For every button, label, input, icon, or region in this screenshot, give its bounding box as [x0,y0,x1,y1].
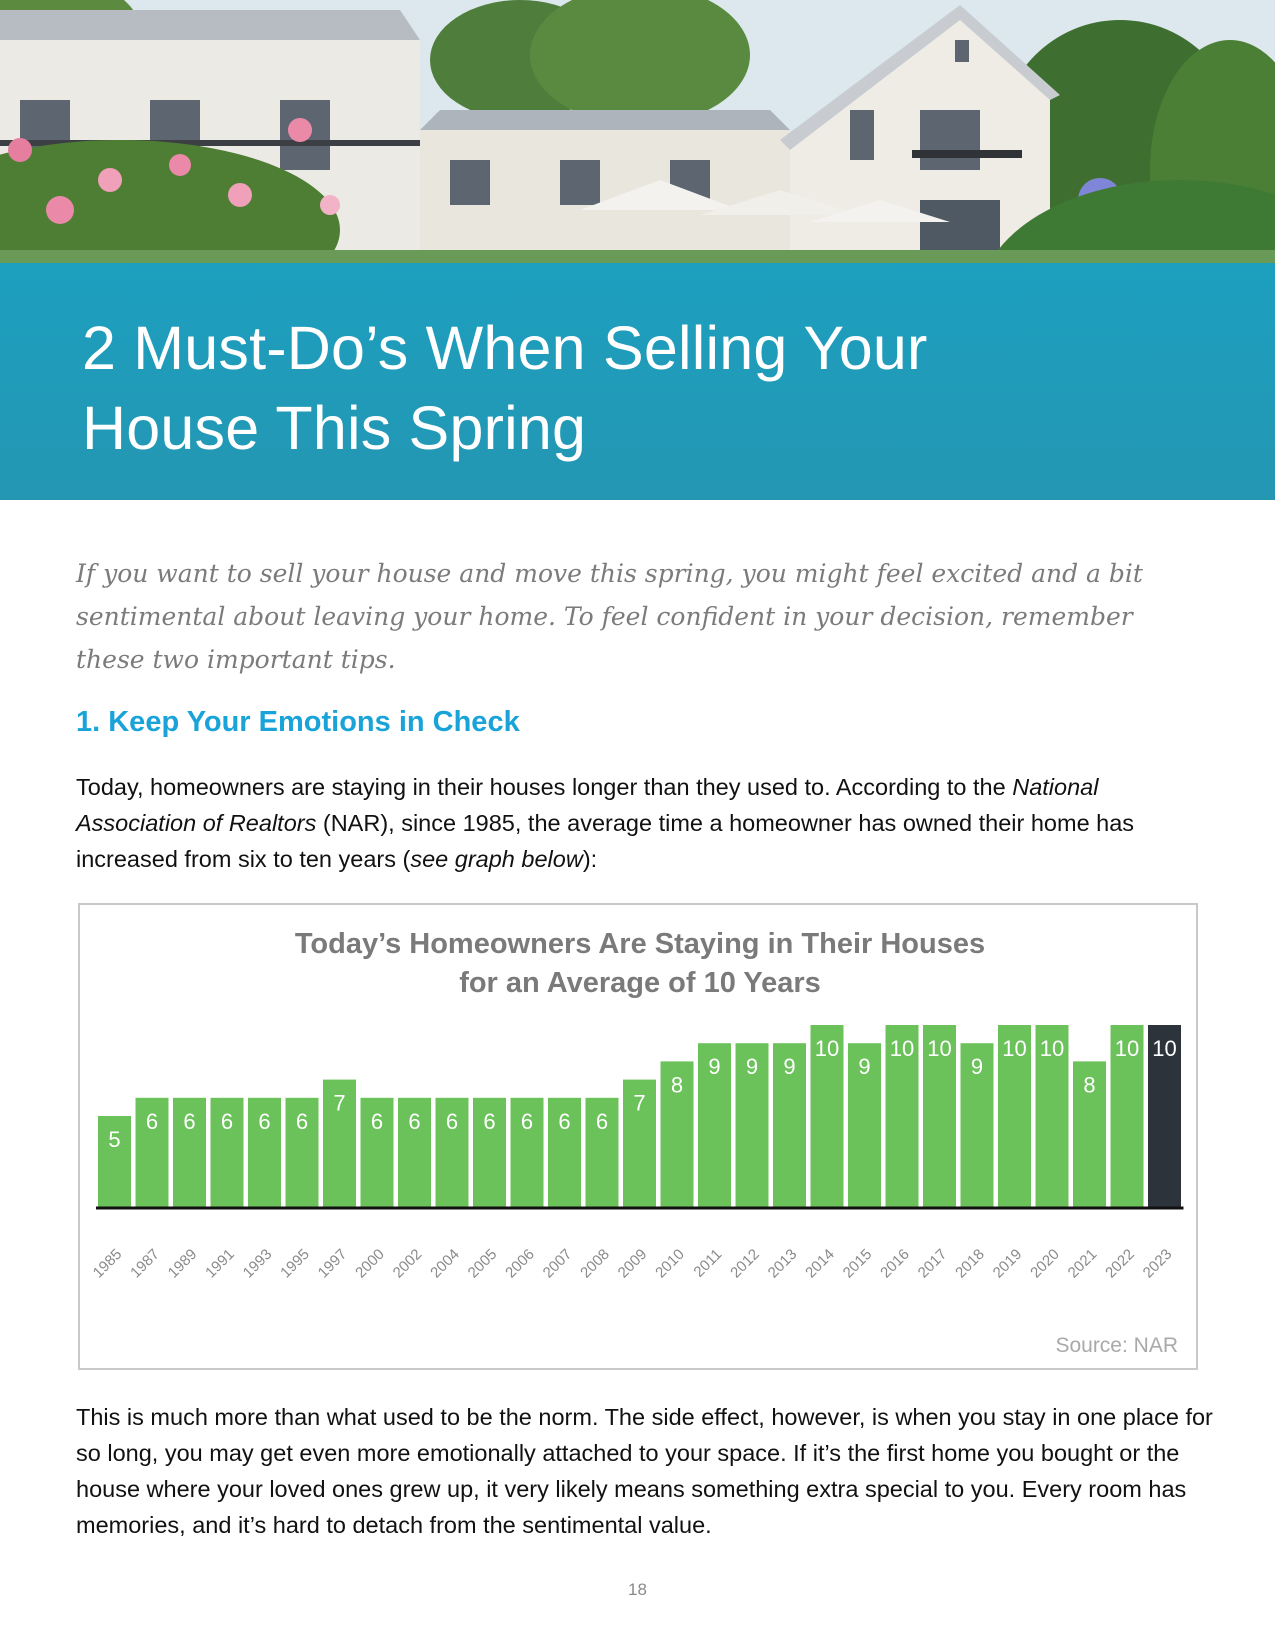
bar-value-label: 10 [1114,1036,1140,1061]
chart-source: Source: NAR [1055,1334,1178,1357]
p1-text-b: (NAR), since 1985, the average time a homeowner has owned their home has increased from six to ten years ( [76,810,1135,872]
p1-text-c: ): [582,846,598,872]
x-tick-label: 2006 [502,1245,538,1282]
page-title [82,308,1182,468]
x-tick-label: 2011 [690,1245,726,1281]
body-paragraph-2: This is much more than what used to be the norm. The side effect, however, is when you stay in one place for so long, you may get even more emotionally attached to your space. If it’s the first home you bought or the house where your loved ones grew up, it very likely means something extra special to you. Every room has memories, and it’s hard to detach from the sentimental value. [76,1404,1213,1538]
x-tick-label: 2023 [1139,1245,1176,1282]
x-tick-label: 2007 [539,1245,576,1282]
x-tick-label: 2009 [614,1245,651,1282]
bar-value-label: 6 [220,1108,234,1134]
bar-value-label: 10 [1152,1036,1177,1061]
x-tick-label: 2002 [389,1245,426,1282]
bar-value-label: 6 [408,1108,421,1134]
x-tick-label: 1991 [202,1245,238,1282]
bar-value-label: 6 [595,1108,609,1134]
bar-value-label: 6 [145,1108,159,1134]
x-tick-label: 1985 [89,1245,126,1282]
bar-value-label: 5 [108,1127,121,1152]
bar-value-label: 6 [483,1108,496,1134]
tenure-chart [78,903,1198,1370]
bar-value-label: 10 [814,1036,840,1061]
bar-value-label: 7 [633,1090,646,1116]
chart-title-line-2: for an Average of 10 Years [459,967,821,999]
body-paragraph-1 [76,769,1221,877]
x-tick-label: 2014 [802,1245,838,1282]
x-tick-label: 2012 [727,1245,763,1282]
bar-value-label: 10 [1002,1036,1027,1061]
x-tick-label: 2020 [1027,1245,1063,1282]
x-tick-label: 2000 [352,1245,388,1282]
x-tick-label: 2021 [1064,1245,1101,1282]
x-tick-label: 2004 [427,1245,463,1282]
bar-value-label: 6 [558,1108,571,1134]
bar-value-label: 7 [333,1090,346,1116]
bar-value-label: 6 [445,1108,459,1134]
x-tick-label: 1987 [127,1245,163,1282]
bar-chart-svg [80,905,1196,1368]
bar-value-label: 9 [858,1054,871,1080]
section-heading: 1. Keep Your Emotions in Check [76,706,520,738]
page-title-line-2: House This Spring [82,394,587,462]
bar-value-label: 9 [970,1054,984,1080]
bar-value-label: 6 [295,1108,309,1134]
x-tick-label: 2005 [464,1245,501,1282]
bar-value-label: 6 [520,1108,534,1134]
p1-emphasis-graph: see graph below [410,846,583,872]
x-tick-label: 2013 [764,1245,801,1282]
x-tick-label: 2022 [1102,1245,1138,1282]
bar-value-label: 8 [670,1072,684,1098]
hero-banner [0,0,1275,500]
bar-value-label: 9 [745,1054,759,1080]
x-tick-label: 1989 [164,1245,201,1282]
bar-value-label: 9 [783,1054,796,1080]
intro-paragraph: If you want to sell your house and move this spring, you might feel excited and a bit sentimental about leaving your home. To feel confident in your decision, remember these two important tips. [76,559,1143,674]
x-tick-label: 2017 [914,1245,951,1282]
chart-title-line-1: Today’s Homeowners Are Staying in Their Houses [294,928,986,960]
x-tick-label: 2010 [652,1245,688,1282]
x-tick-label: 2018 [952,1245,988,1282]
bar-value-label: 6 [183,1108,196,1134]
bar-value-label: 8 [1083,1072,1096,1098]
page-title-line-1: 2 Must-Do’s When Selling Your [82,314,928,382]
x-tick-label: 2015 [839,1245,876,1282]
bar-value-label: 6 [370,1108,384,1134]
x-tick-label: 1993 [239,1245,276,1282]
x-tick-label: 2019 [989,1245,1026,1282]
x-tick-label: 1997 [314,1245,351,1282]
x-tick-label: 1995 [277,1245,313,1282]
bar-value-label: 6 [258,1108,271,1134]
p1-text-a: Today, homeowners are staying in their houses longer than they used to. According to the [76,774,1013,800]
bar-value-label: 10 [889,1036,915,1061]
x-tick-label: 2008 [577,1245,613,1282]
page-number: 18 [628,1580,647,1599]
bar-value-label: 9 [708,1054,721,1080]
bar-value-label: 10 [1039,1036,1065,1061]
p1-emphasis-nar: National Association of Realtors [76,774,1099,836]
bar-value-label: 10 [927,1036,952,1061]
x-tick-label: 2016 [877,1245,913,1282]
